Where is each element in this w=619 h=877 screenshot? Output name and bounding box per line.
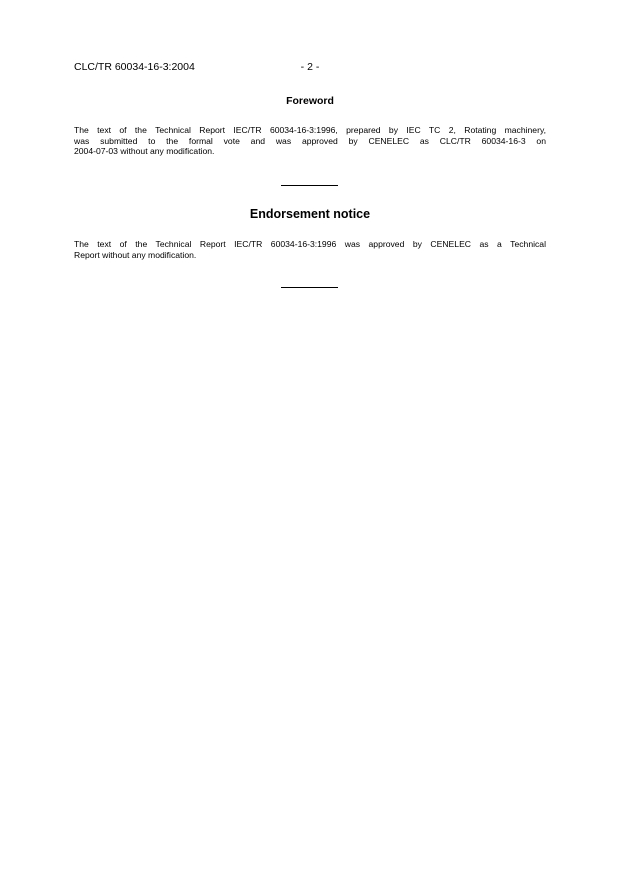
page-number: - 2 - — [300, 61, 320, 73]
foreword-line: was submitted to the formal vote and was approved by CENELEC as CLC/TR 60034-16-3 on — [74, 135, 546, 146]
foreword-line: 2004-07-03 without any modification. — [74, 146, 215, 156]
foreword-paragraph — [74, 125, 546, 157]
endorsement-title: Endorsement notice — [249, 207, 371, 221]
section-divider — [281, 287, 338, 288]
foreword-line: The text of the Technical Report IEC/TR 60034-16-3:1996, prepared by IEC TC 2, Rotating machinery, — [74, 125, 546, 135]
document-id: CLC/TR 60034-16-3:2004 — [74, 61, 195, 73]
endorsement-line: Report without any modification. — [74, 249, 197, 260]
endorsement-line: The text of the Technical Report IEC/TR 60034-16-3:1996 was approved by CENELEC as a Technical — [74, 239, 546, 249]
endorsement-paragraph — [74, 239, 546, 260]
section-divider — [281, 185, 338, 186]
foreword-title: Foreword — [286, 95, 334, 107]
